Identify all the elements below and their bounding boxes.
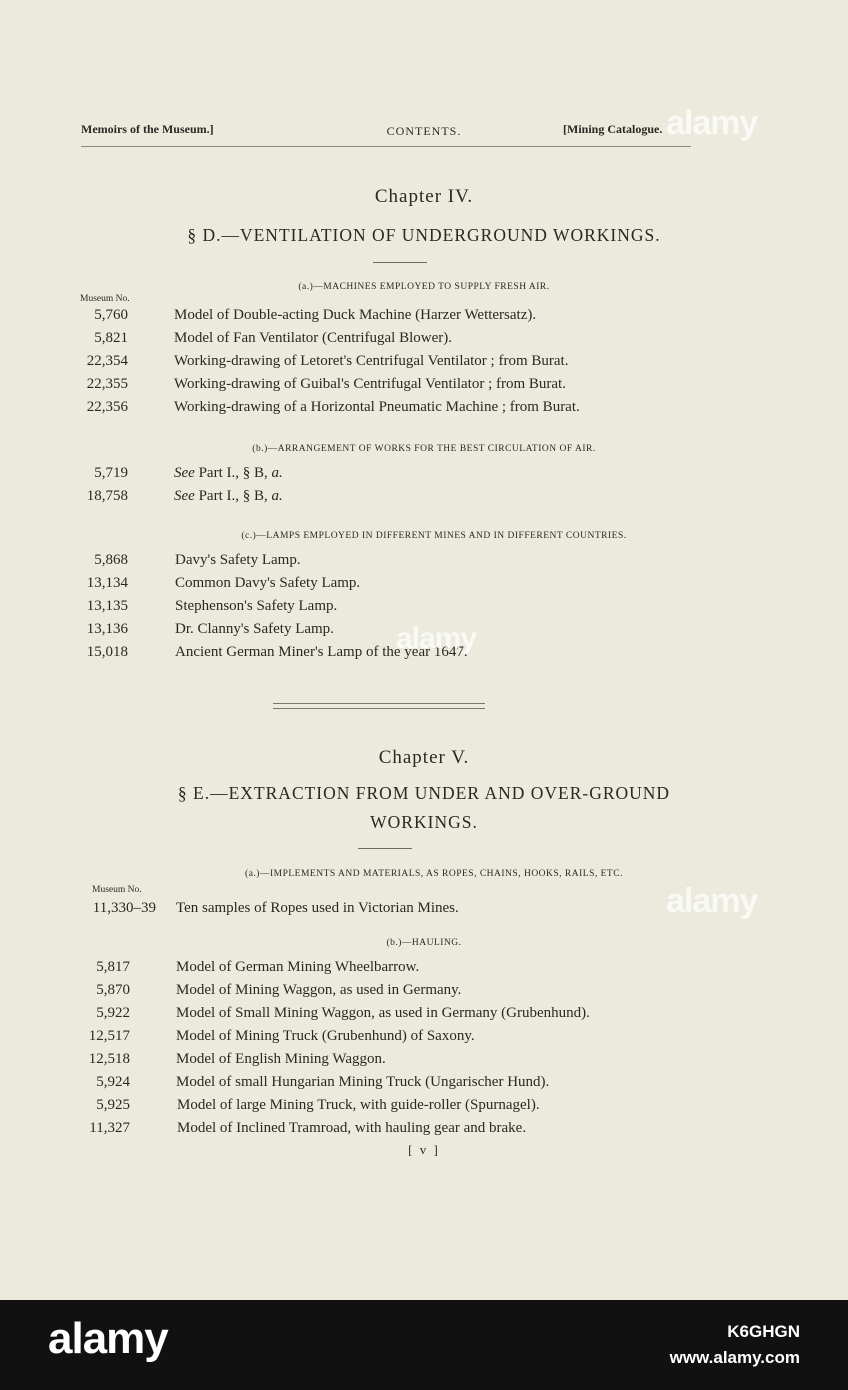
item-description: Model of Double-acting Duck Machine (Harzer Wettersatz). [174, 307, 537, 323]
museum-number: 13,135 [86, 598, 128, 614]
item-description: Model of Small Mining Waggon, as used in Germany (Grubenhund). [176, 1005, 590, 1021]
running-head-center: CONTENTS. [386, 124, 462, 138]
museum-number: 18,758 [86, 488, 128, 504]
item-description: Model of Inclined Tramroad, with hauling gear and brake. [177, 1120, 527, 1136]
museum-no-label: Museum No. [80, 294, 130, 304]
item-description: Model of Fan Ventilator (Centrifugal Blower). [174, 330, 452, 346]
museum-number: 5,760 [94, 307, 128, 323]
header-rule [81, 146, 691, 147]
subsection-b-heading: (b.)—ARRANGEMENT OF WORKS FOR THE BEST CIRCULATION OF AIR. [252, 444, 596, 454]
subsection-c-heading: (c.)—LAMPS EMPLOYED IN DIFFERENT MINES AND IN DIFFERENT COUNTRIES. [241, 531, 627, 541]
museum-number: 5,821 [94, 330, 128, 346]
item-description: Working-drawing of Guibal's Centrifugal Ventilator ; from Burat. [174, 376, 566, 392]
running-head-left: Memoirs of the Museum.] [81, 122, 214, 136]
section-e-rule [358, 848, 412, 849]
museum-number: 5,870 [96, 982, 130, 998]
museum-number: 5,719 [94, 465, 128, 481]
subsection-e-b-heading: (b.)—HAULING. [386, 938, 462, 948]
item-description: Working-drawing of a Horizontal Pneumatic Machine ; from Burat. [174, 399, 580, 415]
item-description: Model of German Mining Wheelbarrow. [176, 959, 420, 975]
section-e-title-line2: WORKINGS. [370, 812, 478, 832]
watermark-logo: alamy [666, 104, 758, 142]
item-description: Working-drawing of Letoret's Centrifugal Ventilator ; from Burat. [174, 353, 569, 369]
museum-number: 12,517 [88, 1028, 130, 1044]
item-description: Dr. Clanny's Safety Lamp. [175, 621, 334, 637]
museum-number: 13,134 [86, 575, 128, 591]
running-head-right: [Mining Catalogue. [563, 122, 663, 136]
museum-number: 5,922 [96, 1005, 130, 1021]
museum-number: 22,355 [86, 376, 128, 392]
chapter-iv-title: Chapter IV. [374, 186, 474, 207]
museum-number: 11,330–39 [92, 900, 156, 916]
section-d-title: § D.—VENTILATION OF UNDERGROUND WORKINGS. [187, 225, 661, 245]
item-description: Model of small Hungarian Mining Truck (Ungarischer Hund). [176, 1074, 550, 1090]
museum-number: 5,924 [96, 1074, 130, 1090]
museum-number: 5,925 [96, 1097, 130, 1113]
site-url: www.alamy.com [669, 1348, 800, 1367]
subsection-a-heading: (a.)—MACHINES EMPLOYED TO SUPPLY FRESH AIR. [298, 282, 550, 292]
museum-number: 15,018 [86, 644, 128, 660]
museum-number: 22,354 [86, 353, 128, 369]
subsection-e-a-heading: (a.)—IMPLEMENTS AND MATERIALS, AS ROPES, CHAINS, HOOKS, RAILS, ETC. [245, 869, 623, 879]
item-description: Model of English Mining Waggon. [176, 1051, 386, 1067]
item-description: See Part I., § B, a. [174, 465, 283, 481]
section-e-title-line1: § E.—EXTRACTION FROM UNDER AND OVER-GROUND [177, 783, 671, 803]
item-description: Davy's Safety Lamp. [175, 552, 301, 568]
item-description: Ten samples of Ropes used in Victorian Mines. [176, 900, 459, 916]
museum-number: 22,356 [86, 399, 128, 415]
museum-number: 13,136 [86, 621, 128, 637]
image-id: K6GHGN [727, 1322, 800, 1341]
museum-number: 5,817 [96, 959, 130, 975]
section-d-rule [373, 262, 427, 263]
chapter-divider [273, 703, 485, 709]
watermark-logo: alamy [666, 882, 758, 920]
brand-logo: alamy [48, 1314, 168, 1363]
museum-number: 12,518 [88, 1051, 130, 1067]
item-description: Model of Mining Waggon, as used in Germany. [176, 982, 462, 998]
page-number: [ v ] [408, 1142, 440, 1157]
chapter-v-title: Chapter V. [378, 747, 470, 768]
watermark-logo: alamy [396, 622, 477, 655]
item-description: Common Davy's Safety Lamp. [175, 575, 361, 591]
item-description: Model of Mining Truck (Grubenhund) of Saxony. [176, 1028, 475, 1044]
item-description: Model of large Mining Truck, with guide-roller (Spurnagel). [177, 1097, 540, 1113]
item-description: Stephenson's Safety Lamp. [175, 598, 338, 614]
museum-no-label: Museum No. [92, 885, 142, 895]
item-description: Ancient German Miner's Lamp of the year 1647. [175, 644, 468, 660]
item-description: See Part I., § B, a. [174, 488, 283, 504]
museum-number: 11,327 [89, 1120, 130, 1136]
museum-number: 5,868 [94, 552, 128, 568]
